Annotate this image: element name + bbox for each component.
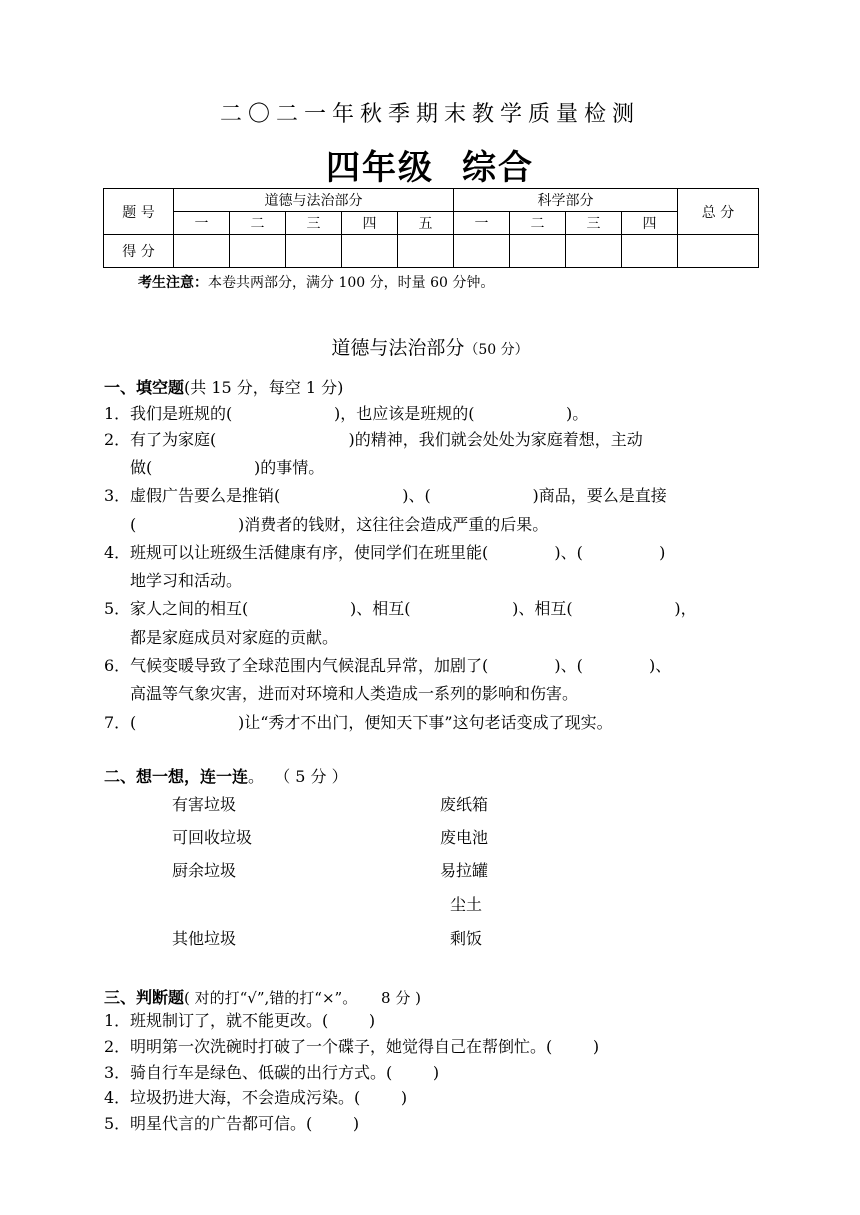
total-score-header: 总 分 <box>678 189 759 235</box>
section-name: 道德与法治部分 <box>331 337 465 359</box>
score-cell <box>286 235 342 268</box>
science-col: 三 <box>566 212 622 235</box>
question-item: 3．骑自行车是绿色、低碳的出行方式。( ) <box>104 1063 440 1082</box>
part1-heading <box>104 375 343 398</box>
section-points: （50 分） <box>464 342 529 358</box>
question-text: 气候变暖导致了全球范围内气候混乱异常，加剧了( )、( )、 <box>130 656 672 675</box>
part2-desc: 。 （ 5 分 ） <box>248 767 348 786</box>
section-title-moral <box>0 333 860 360</box>
question-text: 明明第一次洗碗时打破了一个碟子，她觉得自己在帮倒忙。( ) <box>130 1037 600 1056</box>
part3-heading <box>104 985 421 1008</box>
score-cell <box>622 235 678 268</box>
score-cell <box>454 235 510 268</box>
notice-text: 本卷共两部分，满分 100 分，时量 60 分钟。 <box>208 275 495 291</box>
match-right-item: 尘土 <box>450 895 483 914</box>
question-text: 我们是班规的( )，也应该是班规的( )。 <box>130 404 589 423</box>
match-right-item: 废纸箱 <box>440 795 489 814</box>
question-text: 明星代言的广告都可信。( ) <box>130 1114 360 1133</box>
match-left-item: 厨余垃圾 <box>172 861 237 880</box>
question-item: 5．明星代言的广告都可信。( ) <box>104 1114 360 1133</box>
part1-title: 一、填空题 <box>104 378 185 397</box>
exam-title: 二〇二一年秋季期末教学质量检测 <box>219 102 640 127</box>
question-item: 2．明明第一次洗碗时打破了一个碟子，她觉得自己在帮倒忙。( ) <box>104 1037 600 1056</box>
question-item: 2．有了为家庭( )的精神，我们就会处处为家庭着想，主动 <box>104 430 643 449</box>
question-item: 4．班规可以让班级生活健康有序，使同学们在班里能( )、( ) <box>104 543 666 562</box>
part3-desc: ( 对的打“√”,错的打“×”。 8 分 ) <box>184 989 421 1007</box>
question-item: 1．班规制订了，就不能更改。( ) <box>104 1011 376 1030</box>
part1-desc: (共 15 分，每空 1 分) <box>184 378 344 397</box>
match-right-item: 剩饭 <box>450 929 483 948</box>
question-text: 家人之间的相互( )、相互( )、相互( )， <box>130 599 697 618</box>
item-number-header: 题 号 <box>104 189 174 235</box>
score-cell <box>230 235 286 268</box>
notice-label: 考生注意： <box>138 275 208 291</box>
score-cell <box>174 235 230 268</box>
match-left-item: 可回收垃圾 <box>172 828 253 847</box>
match-right-item: 废电池 <box>440 828 489 847</box>
grade-label: 四年级 <box>326 148 434 188</box>
question-text: 骑自行车是绿色、低碳的出行方式。( ) <box>130 1063 440 1082</box>
question-text: ( )让“秀才不出门，便知天下事”这句老话变成了现实。 <box>130 713 613 732</box>
question-item: 5．家人之间的相互( )、相互( )、相互( )， <box>104 599 697 618</box>
question-continuation: ( )消费者的钱财，这往往会造成严重的后果。 <box>130 515 549 534</box>
part3-title: 三、判断题 <box>104 988 185 1007</box>
question-text: 有了为家庭( )的精神，我们就会处处为家庭着想，主动 <box>130 430 643 449</box>
moral-col: 三 <box>286 212 342 235</box>
exam-subtitle <box>0 140 860 189</box>
question-item: 6．气候变暖导致了全球范围内气候混乱异常，加剧了( )、( )、 <box>104 656 672 675</box>
score-cell <box>342 235 398 268</box>
moral-col: 一 <box>174 212 230 235</box>
score-table <box>103 188 759 268</box>
question-item: 3．虚假广告要么是推销( )、( )商品，要么是直接 <box>104 486 667 505</box>
exam-notice <box>138 272 494 292</box>
question-text: 班规可以让班级生活健康有序，使同学们在班里能( )、( ) <box>130 543 666 562</box>
match-right-item: 易拉罐 <box>440 861 489 880</box>
question-continuation: 高温等气象灾害，进而对环境和人类造成一系列的影响和伤害。 <box>130 684 579 703</box>
score-cell <box>398 235 454 268</box>
science-col: 四 <box>622 212 678 235</box>
match-left-item: 其他垃圾 <box>172 929 237 948</box>
question-text: 班规制订了，就不能更改。( ) <box>130 1011 376 1030</box>
question-item: 1．我们是班规的( )，也应该是班规的( )。 <box>104 404 589 423</box>
question-item: 7．( )让“秀才不出门，便知天下事”这句老话变成了现实。 <box>104 713 613 732</box>
science-part-header: 科学部分 <box>454 189 678 212</box>
score-cell <box>510 235 566 268</box>
score-cell <box>566 235 622 268</box>
science-col: 二 <box>510 212 566 235</box>
match-left-item: 有害垃圾 <box>172 795 237 814</box>
question-text: 垃圾扔进大海，不会造成污染。( ) <box>130 1088 408 1107</box>
part2-heading <box>104 764 348 787</box>
moral-col: 五 <box>398 212 454 235</box>
science-col: 一 <box>454 212 510 235</box>
moral-part-header: 道德与法治部分 <box>174 189 454 212</box>
question-text: 虚假广告要么是推销( )、( )商品，要么是直接 <box>130 486 667 505</box>
score-row-label: 得 分 <box>104 235 174 268</box>
question-continuation: 都是家庭成员对家庭的贡献。 <box>130 628 339 647</box>
score-cell <box>678 235 759 268</box>
question-continuation: 做( )的事情。 <box>130 458 325 477</box>
part2-title: 二、想一想，连一连 <box>104 767 249 786</box>
question-item: 4．垃圾扔进大海，不会造成污染。( ) <box>104 1088 408 1107</box>
moral-col: 二 <box>230 212 286 235</box>
moral-col: 四 <box>342 212 398 235</box>
question-continuation: 地学习和活动。 <box>130 571 243 590</box>
subject-label: 综合 <box>462 148 534 188</box>
